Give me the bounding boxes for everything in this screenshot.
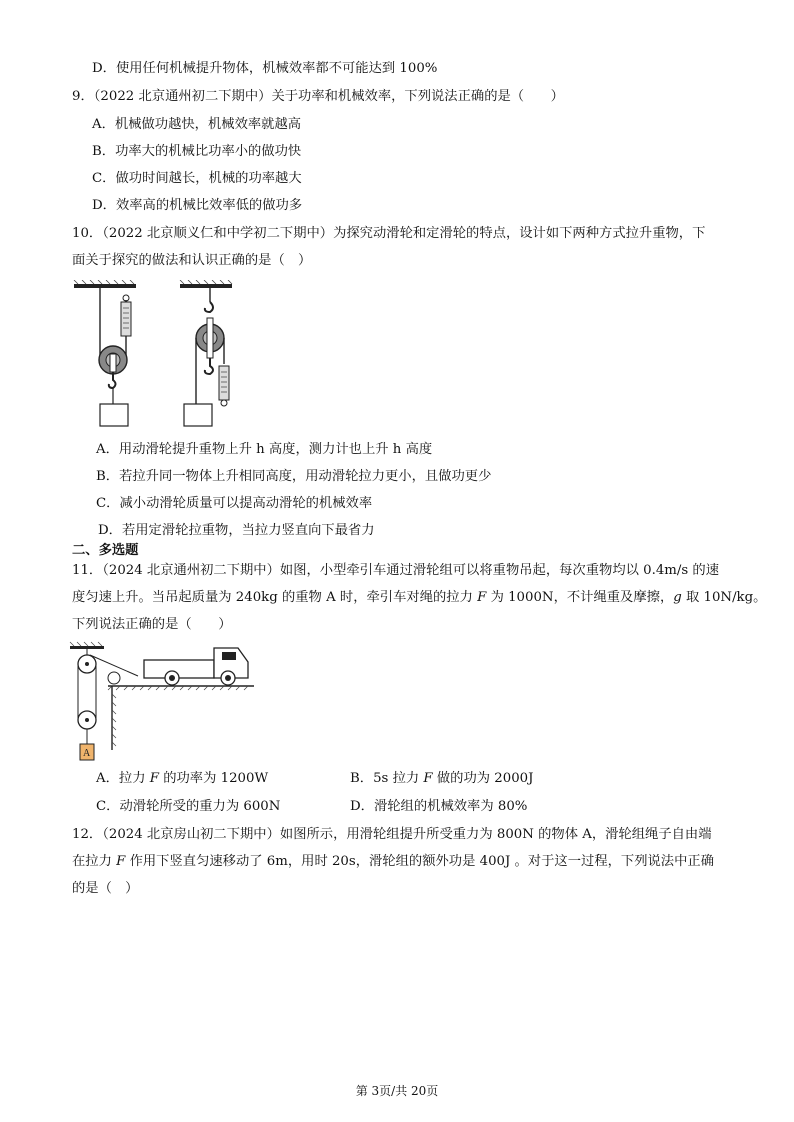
q9-option-c: C．做功时间越长，机械的功率越大 bbox=[92, 171, 302, 186]
q11-option-a-post: 的功率为 1200W bbox=[158, 771, 269, 786]
q12-stem-line2-part-b: 作用下竖直匀速移动了 6m，用时 20s，滑轮组的额外功是 400J 。对于这一过程，下列说法中正确 bbox=[125, 854, 714, 869]
q11-figure-label-a: A bbox=[83, 748, 91, 759]
q12-stem-line3: 的是（ ） bbox=[72, 881, 139, 896]
q11-option-a-pre: A．拉力 bbox=[96, 771, 150, 786]
q12-stem-line2 bbox=[72, 853, 714, 871]
q11-var-F: F bbox=[477, 590, 487, 605]
q10-option-b: B．若拉升同一物体上升相同高度，用动滑轮拉力更小，且做功更少 bbox=[96, 469, 492, 484]
q10-option-c: C．减小动滑轮质量可以提高动滑轮的机械效率 bbox=[96, 496, 373, 511]
q10-option-d: D．若用定滑轮拉重物，当拉力竖直向下最省力 bbox=[98, 523, 375, 538]
page-footer: 第 3页/共 20页 bbox=[355, 1084, 439, 1098]
q12-var-F: F bbox=[116, 854, 126, 869]
q11-option-c: C．动滑轮所受的重力为 600N bbox=[96, 799, 281, 814]
q11-option-d: D．滑轮组的机械效率为 80% bbox=[350, 799, 528, 814]
q10-stem-line2: 面关于探究的做法和认识正确的是（ ） bbox=[72, 253, 312, 268]
q10-option-a: A．用动滑轮提升重物上升 h 高度，测力计也上升 h 高度 bbox=[96, 442, 433, 457]
q11-stem-line2-part-c: 取 10N/kg。 bbox=[681, 590, 767, 605]
q10-pulley-figure bbox=[70, 280, 260, 430]
q12-stem-line1: 12．（2024 北京房山初二下期中）如图所示，用滑轮组提升所受重力为 800N 的物体 A，滑轮组绳子自由端 bbox=[72, 827, 712, 842]
q11-stem-line2-part-a: 度匀速上升。当吊起质量为 240kg 的重物 A 时，牵引车对绳的拉力 bbox=[72, 590, 478, 605]
q9-option-b: B．功率大的机械比功率小的做功快 bbox=[92, 144, 302, 159]
q9-option-a: A．机械做功越快，机械效率就越高 bbox=[92, 117, 302, 132]
q11-option-a bbox=[96, 770, 268, 788]
q9-option-d: D．效率高的机械比效率低的做功多 bbox=[92, 198, 303, 213]
q11-stem-line2-part-b: 为 1000N，不计绳重及摩擦， bbox=[486, 590, 674, 605]
prev-question-option-d: D．使用任何机械提升物体，机械效率都不可能达到 100% bbox=[92, 61, 438, 76]
q11-option-a-var: F bbox=[149, 771, 159, 786]
q11-option-b-var: F bbox=[423, 771, 433, 786]
q10-stem-line1: 10．（2022 北京顺义仁和中学初二下期中）为探究动滑轮和定滑轮的特点，设计如下两种方式拉升重物，下 bbox=[72, 226, 706, 241]
section-heading-multiple-choice: 二、多选题 bbox=[72, 543, 139, 558]
q11-var-g: g bbox=[673, 590, 682, 605]
q11-option-b-post: 做的功为 2000J bbox=[432, 771, 534, 786]
q12-stem-line2-part-a: 在拉力 bbox=[72, 854, 117, 869]
q11-stem-line2 bbox=[72, 589, 766, 607]
q11-stem-line3: 下列说法正确的是（ ） bbox=[72, 617, 232, 632]
q11-stem-line1: 11．（2024 北京通州初二下期中）如图，小型牵引车通过滑轮组可以将重物吊起，每次重物均以 0.4m/s 的速 bbox=[72, 563, 720, 578]
q11-option-b-pre: B．5s 拉力 bbox=[350, 771, 424, 786]
q9-stem: 9．（2022 北京通州初二下期中）关于功率和机械效率，下列说法正确的是（ ） bbox=[72, 89, 564, 104]
q11-truck-pulley-figure bbox=[68, 640, 258, 765]
q11-option-b bbox=[350, 770, 533, 788]
